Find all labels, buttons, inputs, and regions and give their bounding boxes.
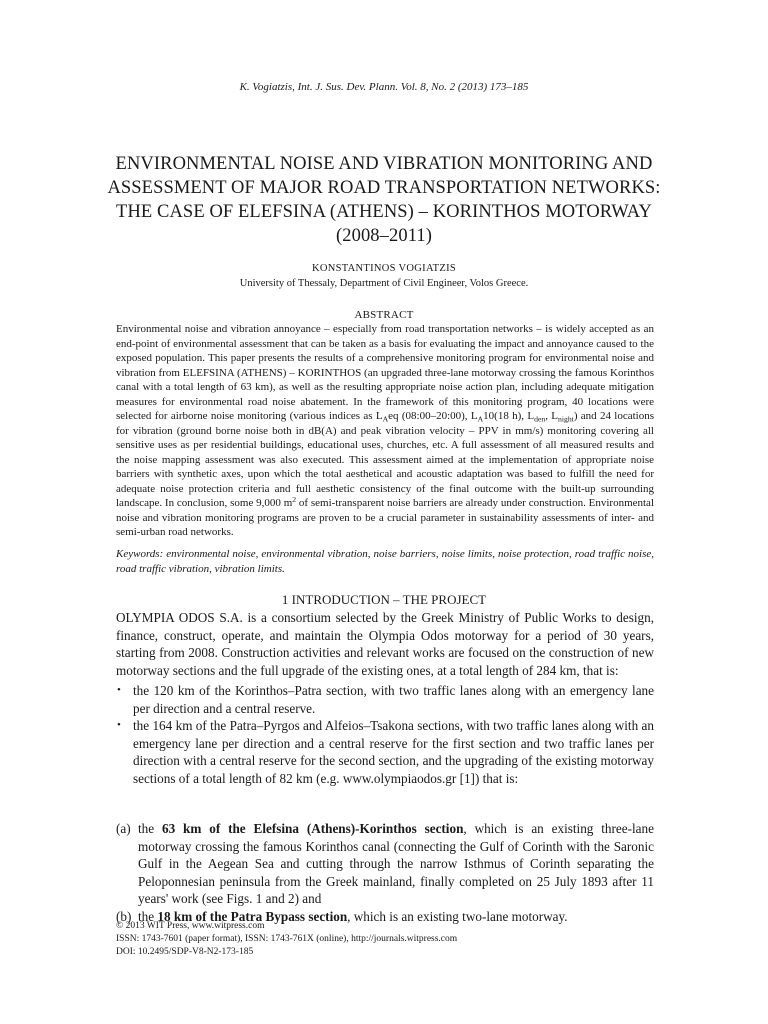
enum-marker: (a) (116, 821, 131, 836)
subscript: A (477, 414, 484, 424)
abstract-text: eq (08:00–20:00), L (388, 410, 478, 422)
list-item (116, 820, 654, 908)
abstract-heading: ABSTRACT (354, 309, 414, 321)
intro-paragraph: OLYMPIA ODOS S.A. is a consortium selected by the Greek Ministry of Public Works to design, finance, construct, operate, and maintain the Olympia Odos motorway for a period of 30 years, starting from 2008. Construction activities and relevant works are focused on the construction of new motorway sections and the full upgrade of the existing ones, at a total length of 284 km, that is: (116, 610, 654, 678)
abstract-body (116, 322, 654, 540)
abstract-text: of semi-transparent noise barriers are already under construction. Environmental noise and vibration monitoring programs are proven to be a crucial parameter in sustainability assessments of inter- and semi-urban road networks. (116, 497, 654, 538)
issn-line: ISSN: 1743-7601 (paper format), ISSN: 1743-761X (online), http://journals.witpress.com (116, 934, 458, 944)
list-item (116, 717, 654, 787)
abstract-text: 10(18 h), L (483, 410, 535, 422)
list-item-emphasis: 18 km of the Patra Bypass section (157, 908, 348, 924)
author-name: KONSTANTINOS VOGIATZIS (311, 263, 457, 274)
subscript: night (558, 414, 574, 424)
enumerated-list (116, 820, 654, 926)
subscript: den (534, 414, 546, 424)
list-item-text: the 164 km of the Patra–Pyrgos and Alfeios–Tsakona sections, with two traffic lanes along with an emergency lane per direction and a central reserve for the first section and two traffic lanes per direction with a central reserve for the second section, and the upgrading of the existing motorway sections of a total length of 82 km (e.g. www.olympiaodos.gr [1]) that is: (133, 718, 654, 786)
bullet-icon: • (117, 719, 121, 732)
bullet-icon: • (117, 684, 121, 696)
abstract-text: , L (545, 410, 558, 422)
doi-line: DOI: 10.2495/SDP-V8-N2-173-185 (116, 947, 254, 957)
list-item-emphasis: 63 km of the Elefsina (Athens)-Korinthos section (161, 821, 464, 836)
paper-title: ENVIRONMENTAL NOISE AND VIBRATION MONITORING AND ASSESSMENT OF MAJOR ROAD TRANSPORTATION NETWORKS: THE CASE OF ELEFSINA (ATHENS) – KORINTHOS MOTORWAY (2008–2011) (107, 154, 661, 246)
section-heading: 1 INTRODUCTION – THE PROJECT (281, 592, 487, 607)
enum-marker: (b) (116, 908, 132, 924)
bullet-list (116, 682, 654, 788)
running-head: K. Vogiatzis, Int. J. Sus. Dev. Plann. Vol. 8, No. 2 (2013) 173–185 (239, 81, 529, 93)
list-item-text: , which is an existing three-lane motorway crossing the famous Korinthos canal (connecting the Gulf of Corinth with the Saronic Gulf in the Aegean Sea and cutting through the narrow Isthmus of Corinth separating the Peloponnesian peninsula from the Greek mainland, finally completed on 25 July 1893 after 11 years' work (see Figs. 1 and 2) and (138, 821, 654, 907)
abstract-text: Environmental noise and vibration annoyance – especially from road transportation networks – is widely accepted as an end-point of environmental assessment that can be taken as a basis for evaluating the impact and annoyance caused to the exposed population. This paper presents the results of a comprehensive monitoring program for environmental noise and vibration from ELEFSINA (ATHENS) – KORINTHOS (an upgraded three-lane motorway crossing the famous Korinthos canal with a total length of 63 km), as well as the resulting appropriate noise action plan, including adequate mitigation measures for environmental road noise abatement. In the framework of this monitoring program, 40 locations were selected for airborne noise monitoring (various indices as L (116, 323, 654, 422)
list-item-text: the 120 km of the Korinthos–Patra section, with two traffic lanes along with an emergency lane per direction and a central reserve. (133, 683, 654, 716)
keywords: Keywords: environmental noise, environmental vibration, noise barriers, noise limits, noise protection, road traffic noise, road traffic vibration, vibration limits. (116, 548, 654, 575)
copyright-line: © 2013 WIT Press, www.witpress.com (116, 921, 265, 931)
list-item-text: the (138, 821, 162, 836)
list-item-text: , which is an existing two-lane motorway. (347, 908, 568, 924)
footer (116, 920, 654, 959)
list-item-text: the (138, 908, 158, 924)
list-item (116, 682, 654, 717)
superscript: 2 (292, 495, 297, 505)
abstract-text: ) and 24 locations for vibration (ground borne noise both in dB(A) and peak vibration velocity – PPV in mm/s) monitoring covering all sensitive uses as per residential buildings, educational uses, churches, etc. A full assessment of all measured results and the noise mapping assessment was also executed. This assessment aimed at the implementation of appropriate noise barriers with synthetic axes, upon which the total aesthetical and acoustic adaptation was based to fulfill the need for adequate noise protection criteria and full aesthetic consistency of the final outcome with the built-up surrounding landscape. In conclusion, some 9,000 m (116, 410, 655, 509)
subscript: A (382, 414, 389, 424)
author-affiliation: University of Thessaly, Department of Civil Engineer, Volos Greece. (239, 278, 529, 289)
